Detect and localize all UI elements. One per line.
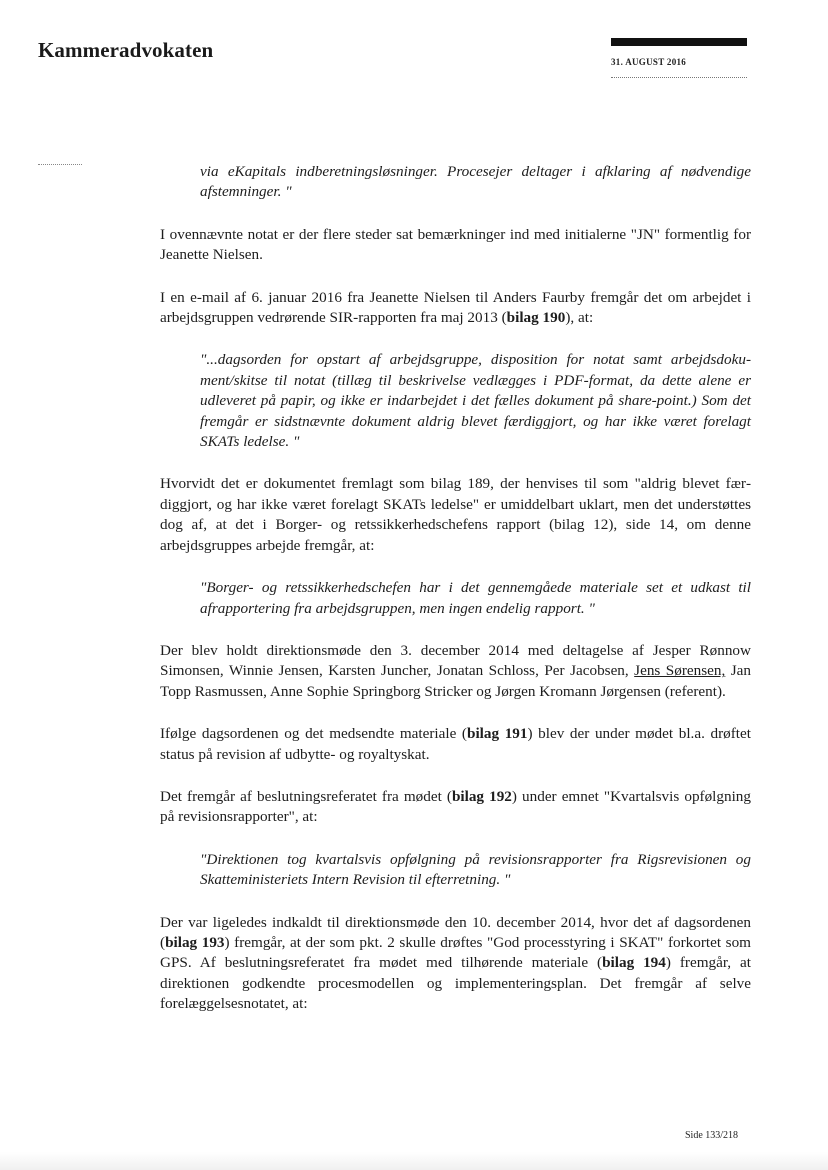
bilag-ref: bilag 192 (451, 787, 512, 805)
paragraph-email (160, 288, 751, 329)
date-divider (611, 77, 747, 78)
bilag-ref: bilag 193 (165, 933, 225, 951)
body-content (160, 162, 751, 1015)
text: Der blev holdt direktionsmøde den 3. december 2014 med deltagelse af Jesper Rønnow Simonsen, Winnie Jensen, Karsten Juncher, Jonatan Schloss, Per Jacobsen, (160, 641, 751, 680)
paragraph-ligeledes (160, 913, 751, 1015)
text: ) fremgår, at direktionen godkendte procesmodellen og implementeringsplan. Det fremgår af selve forelæggelsesnotatet, at: (160, 954, 751, 1013)
text: ) fremgår, at der som pkt. 2 skulle drøftes "God processtyring i SKAT" forkortet som GPS. Af beslutningsreferatet fra mødet med tilhørende materiale ( (160, 933, 751, 972)
paragraph-notat: I ovennævnte notat er der flere steder sat bemærkninger ind med initialerne "JN" formentlig for Jeanette Nielsen. (160, 225, 751, 264)
text: ) blev der under mødet bl.a. drøftet status på revision af udbytte- og royaltyskat. (160, 725, 751, 763)
bilag-ref: bilag 194 (602, 954, 666, 972)
bilag-ref: bilag 190 (506, 309, 566, 327)
quote-dagsorden: "...dagsorden for opstart af arbejdsgruppe, disposition for notat samt arbejdsdokument/skitse til notat (tillæg til beskrivelse vedlægges i PDF-format, da dette alene er udleveret på papir, og ikke er indarbejdet i det fælles dokument på share-point.) Som det fremgår er sidstnævnte dokument aldrig blevet færdiggjort, og har ikke været forelagt SKATs ledelse. " (200, 351, 751, 451)
brand-title: Kammeradvokaten (38, 38, 214, 62)
header-bar (611, 38, 747, 46)
bilag-ref: bilag 191 (467, 725, 528, 743)
margin-mark (38, 164, 82, 165)
document-date: 31. AUGUST 2016 (611, 57, 687, 67)
paragraph-direktionsmode (160, 641, 751, 702)
quote-continuation: via eKapitals indberetningsløsninger. Procesejer deltager i afklaring af nødvendige afstemninger. " (200, 163, 751, 201)
paragraph-beslutning (160, 787, 751, 828)
paragraph-hvorvidt: Hvorvidt det er dokumentet fremlagt som bilag 189, der henvises til som "aldrig blevet færdiggjort, og har ikke været forelagt SKATs ledelse" er umiddelbart uklart, men det understøttes dog af, at det i Borger- og retssikkerhedschefens rapport (bilag 12), side 14, om denne arbejdsgruppes arbejde fremgår, at: (160, 475, 751, 554)
text: ) under emnet "Kvartalsvis opfølgning på revisionsrapporter", at: (160, 787, 751, 826)
underlined-name: Jens Sørensen, (634, 662, 726, 680)
text: Det fremgår af beslutningsreferatet fra mødet ( (160, 787, 452, 805)
text: ), at: (565, 309, 594, 327)
scan-edge (0, 1152, 828, 1170)
text: Der var ligeledes indkaldt til direktionsmøde den 10. december 2014, hvor det af dagsordenen ( (160, 913, 751, 951)
quote-direktionen: "Direktionen tog kvartalsvis opfølgning på revisionsrapporter fra Rigsrevisionen og Skatteministeriets Intern Revision til efterretning. " (200, 850, 751, 889)
page-number: Side 133/218 (685, 1130, 739, 1141)
text: Ifølge dagsordenen og det medsendte materiale ( (160, 725, 467, 743)
paragraph-dagsorden (160, 724, 751, 765)
text: Jan Topp Rasmussen, Anne Sophie Springborg Stricker og Jørgen Kromann Jørgensen (referent). (160, 662, 751, 700)
text: I en e-mail af 6. januar 2016 fra Jeanette Nielsen til Anders Faurby fremgår det om arbejdet i arbejdsgruppen vedrørende SIR-rapporten fra maj 2013 ( (160, 288, 751, 327)
quote-borger: "Borger- og retssikkerhedschefen har i det gennemgåede materiale set et udkast til afrapportering fra arbejdsgruppen, men ingen endelig rapport. " (200, 579, 751, 617)
